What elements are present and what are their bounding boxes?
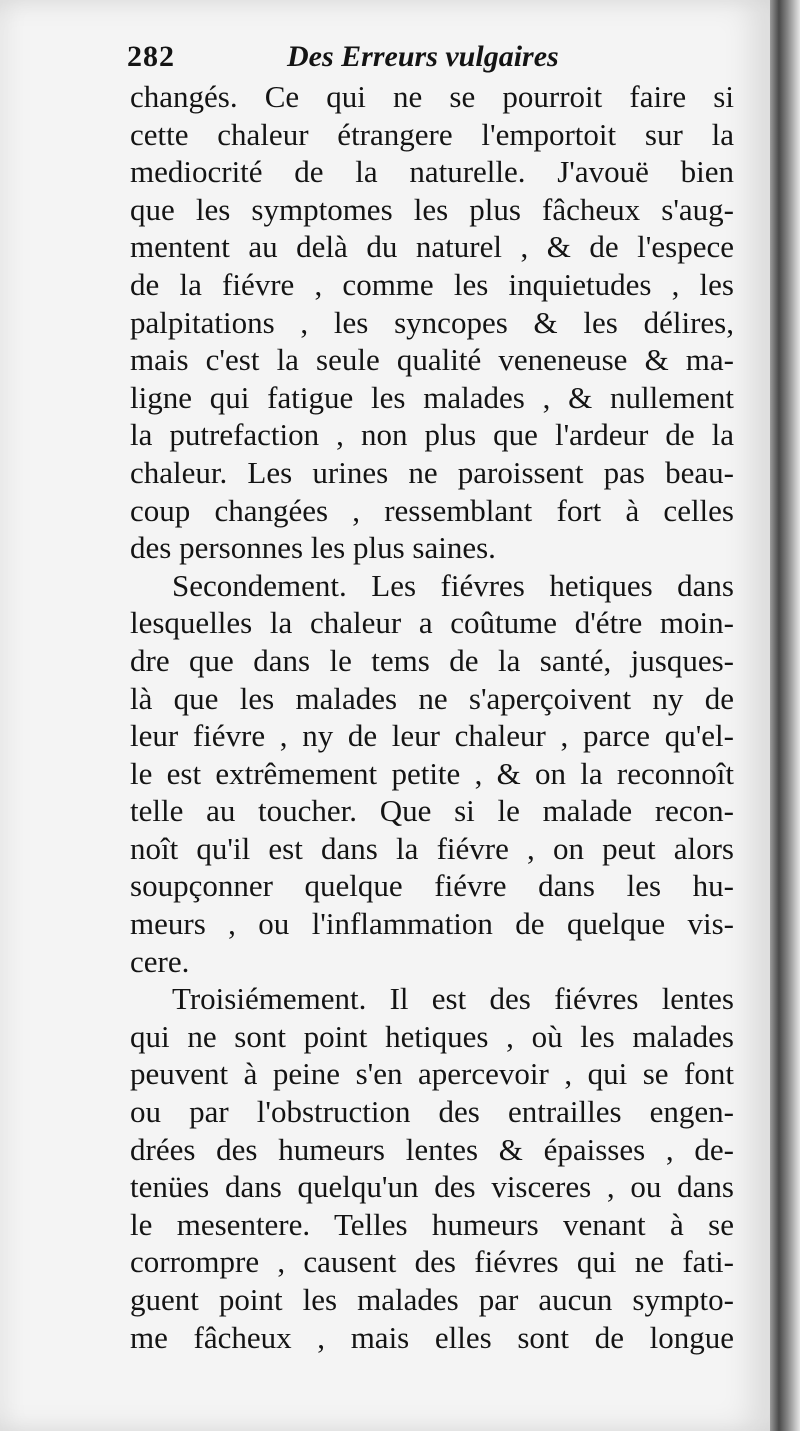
text-line: mediocrité de la naturelle. J'avouë bien (130, 154, 734, 190)
text-line: ligne qui fatigue les malades , & nullement (130, 379, 734, 415)
text-line: corrompre , causent des fiévres qui ne fati- (130, 1244, 734, 1280)
text-line: des personnes les plus saines. (130, 530, 496, 566)
body-text (130, 78, 734, 1356)
text-line: de la fiévre , comme les inquietudes , les (130, 266, 734, 302)
text-line: cere. (130, 943, 190, 979)
text-line: me fâcheux , mais elles sont de longue (130, 1319, 734, 1355)
text-line: lesquelles la chaleur a coûtume d'étre moin- (130, 605, 734, 641)
text-line: peuvent à peine s'en apercevoir , qui se font (130, 1056, 734, 1092)
text-line: ou par l'obstruction des entrailles engen- (130, 1094, 734, 1130)
text-line: dre que dans le tems de la santé, jusques- (130, 642, 734, 678)
text-line: que les symptomes les plus fâcheux s'aug- (130, 191, 734, 227)
text-line: guent point les malades par aucun sympto- (130, 1282, 734, 1317)
text-line: le est extrêmement petite , & on la reconnoît (130, 755, 734, 791)
text-line: là que les malades ne s'aperçoivent ny de (130, 680, 734, 716)
text-line: Secondement. Les fiévres hetiques dans (172, 567, 734, 603)
text-line: changés. Ce qui ne se pourroit faire si (130, 79, 734, 114)
text-line: noît qu'il est dans la fiévre , on peut alors (130, 830, 734, 866)
text-line: chaleur. Les urines ne paroissent pas beau- (130, 454, 734, 490)
text-line: palpitations , les syncopes & les délires, (130, 304, 734, 340)
text-line: le mesentere. Telles humeurs venant à se (130, 1206, 734, 1242)
text-line: telle au toucher. Que si le malade recon- (130, 793, 734, 829)
text-line: tenües dans quelqu'un des visceres , ou dans (130, 1169, 734, 1205)
text-line: cette chaleur étrangere l'emportoit sur la (130, 116, 734, 152)
text-line: leur fiévre , ny de leur chaleur , parce qu'el- (130, 718, 734, 754)
page-number: 282 (127, 40, 175, 73)
running-title: Des Erreurs vulgaires (287, 40, 559, 73)
text-line: coup changées , ressemblant fort à celles (130, 492, 734, 528)
text-line: meurs , ou l'inflammation de quelque vis- (130, 906, 734, 942)
text-line: qui ne sont point hetiques , où les malades (130, 1018, 734, 1054)
text-line: mentent au delà du naturel , & de l'espece (130, 229, 734, 265)
book-gutter (770, 0, 800, 1431)
text-line: soupçonner quelque fiévre dans les hu- (130, 868, 734, 904)
text-line: la putrefaction , non plus que l'ardeur de la (130, 417, 734, 453)
text-line: mais c'est la seule qualité veneneuse & ma- (130, 342, 734, 378)
text-line: Troisiémement. Il est des fiévres lentes (172, 981, 734, 1017)
text-line: drées des humeurs lentes & épaisses , de- (130, 1131, 734, 1167)
